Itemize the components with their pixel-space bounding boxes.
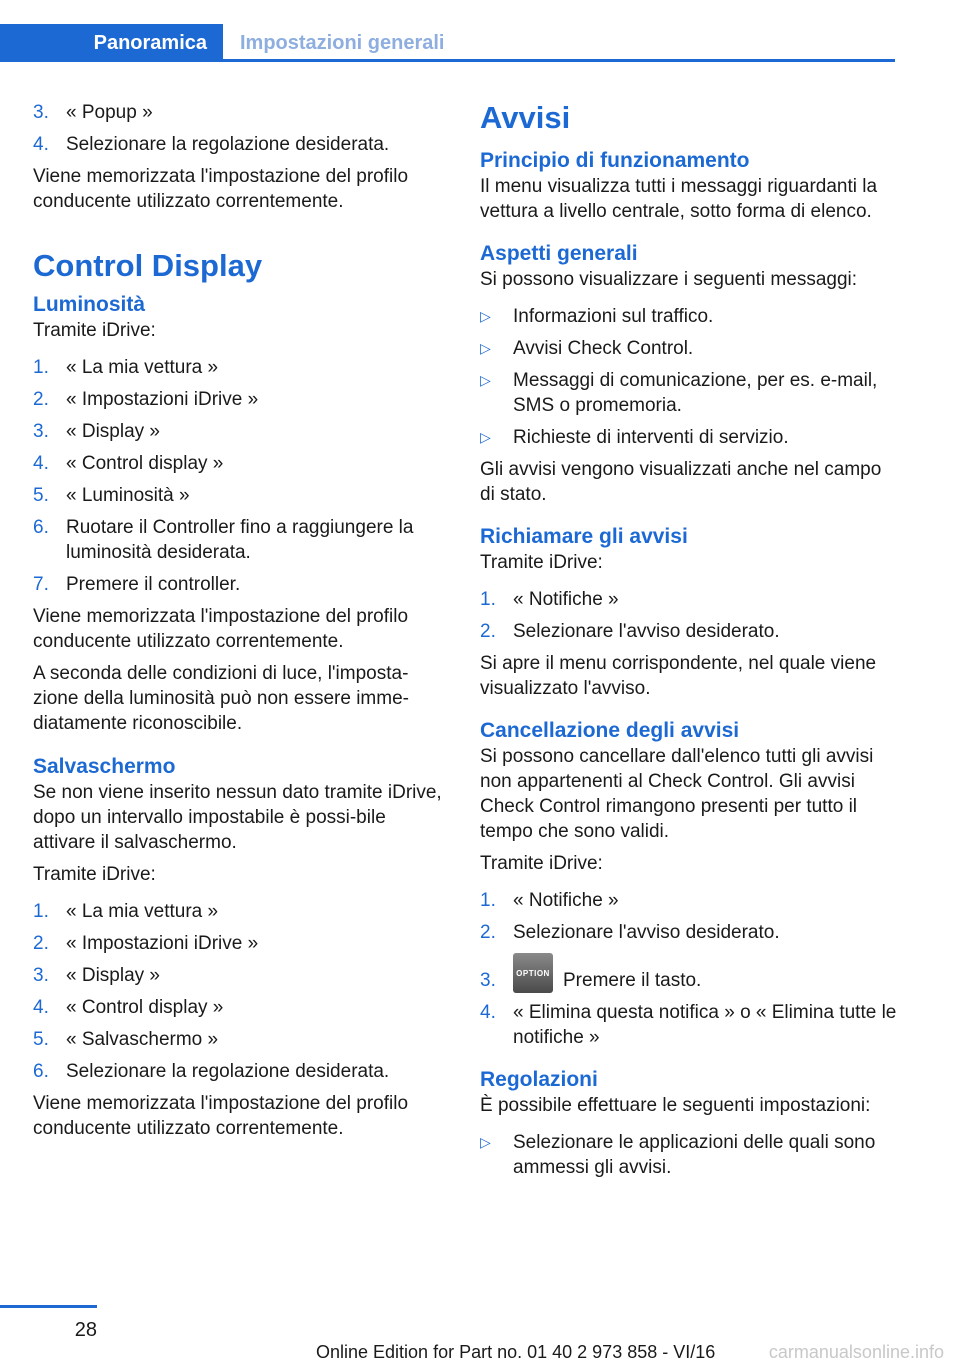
general-bullets <box>480 304 900 450</box>
recall-note: Si apre il menu corrispondente, nel quale viene visualizzato l'avviso. <box>480 653 877 699</box>
list-item <box>33 995 443 1020</box>
option-button-icon: OPTION <box>513 953 553 993</box>
recall-lead: Tramite iDrive: <box>480 552 603 573</box>
screensaver-intro: Se non viene inserito nessun dato tramite iDrive, dopo un intervallo impostabile è possi‐bile attivare il salvaschermo. <box>33 782 442 853</box>
bullet-text: Selezionare le applicazioni delle quali sono ammessi gli avvisi. <box>513 1132 876 1178</box>
step-text: « Popup » <box>66 102 153 123</box>
option-step-label: Premere il tasto. <box>563 970 702 991</box>
general-lead: Si possono visualizzare i seguenti messaggi: <box>480 269 858 290</box>
intro-note: Viene memorizzata l'impostazione del profilo conducente utilizzato correntemente. <box>33 166 409 212</box>
brightness-note-light: A seconda delle condizioni di luce, l'imposta‐zione della luminosità può non essere imme‐diatamente riconoscibile. <box>33 663 409 734</box>
list-item <box>33 451 443 476</box>
step-text: « Control display » <box>66 997 224 1018</box>
step-text: « Control display » <box>66 453 224 474</box>
step-text: Selezionare la regolazione desiderata. <box>66 134 390 155</box>
list-item <box>33 1027 443 1052</box>
step-number: 2. <box>480 621 496 642</box>
step-number: 2. <box>33 933 49 954</box>
triangle-bullet-icon: ▷ <box>480 308 491 324</box>
step-number: 4. <box>33 134 49 155</box>
list-item <box>33 899 443 924</box>
page-header <box>0 24 895 62</box>
left-column <box>33 100 443 1148</box>
section-title-aspetti-generali: Aspetti generali <box>480 242 638 265</box>
step-number: 5. <box>33 1029 49 1050</box>
step-text: « La mia vettura » <box>66 901 219 922</box>
step-number: 1. <box>33 357 49 378</box>
list-item <box>33 132 443 157</box>
step-number: 7. <box>33 574 49 595</box>
list-item <box>33 931 443 956</box>
section-title-cancellazione: Cancellazione degli avvisi <box>480 719 740 742</box>
triangle-bullet-icon: ▷ <box>480 340 491 356</box>
step-text: Selezionare l'avviso desiderato. <box>513 621 780 642</box>
brightness-steps <box>33 355 443 597</box>
step-number: 6. <box>33 1061 49 1082</box>
list-item <box>480 304 900 329</box>
step-text: « La mia vettura » <box>66 357 219 378</box>
step-text: « Display » <box>66 421 160 442</box>
settings-bullets <box>480 1130 900 1180</box>
recall-steps <box>480 587 900 644</box>
triangle-bullet-icon: ▷ <box>480 1134 491 1150</box>
step-number: 2. <box>480 922 496 943</box>
settings-lead: È possibile effettuare le seguenti impostazioni: <box>480 1095 871 1116</box>
screensaver-steps <box>33 899 443 1084</box>
bullet-text: Richieste di interventi di servizio. <box>513 427 789 448</box>
list-item <box>480 888 900 913</box>
list-item <box>480 587 900 612</box>
general-note: Gli avvisi vengono visualizzati anche nel campo di stato. <box>480 459 882 505</box>
list-item <box>480 336 900 361</box>
list-item <box>480 920 900 945</box>
list-item <box>33 419 443 444</box>
step-text: Premere il controller. <box>66 574 241 595</box>
section-title-salvaschermo: Salvaschermo <box>33 755 176 778</box>
section-title-regolazioni: Regolazioni <box>480 1068 598 1091</box>
list-item <box>33 963 443 988</box>
screensaver-lead: Tramite iDrive: <box>33 864 156 885</box>
step-number: 3. <box>33 421 49 442</box>
screensaver-note: Viene memorizzata l'impostazione del profilo conducente utilizzato correntemente. <box>33 1093 409 1139</box>
bullet-text: Messaggi di comunicazione, per es. e-mail, SMS o promemoria. <box>513 370 878 416</box>
step-text: « Salvaschermo » <box>66 1029 219 1050</box>
list-item <box>480 1130 900 1180</box>
step-text: « Elimina questa notifica » o « Elimina tutte le notifiche » <box>513 1002 897 1048</box>
delete-lead: Tramite iDrive: <box>480 853 603 874</box>
step-number: 5. <box>33 485 49 506</box>
list-item <box>33 483 443 508</box>
step-text: « Impostazioni iDrive » <box>66 389 259 410</box>
step-number: 2. <box>33 389 49 410</box>
page-number: 28 <box>74 1319 97 1341</box>
list-item <box>33 515 443 565</box>
section-title-richiamare: Richiamare gli avvisi <box>480 525 688 548</box>
intro-steps <box>33 100 443 157</box>
watermark: carmanualsonline.info <box>768 1342 944 1362</box>
chapter-title-avvisi: Avvisi <box>480 100 571 135</box>
section-tab-impostazioni-generali[interactable]: Impostazioni generali <box>240 31 445 54</box>
section-title-principio: Principio di funzionamento <box>480 149 750 172</box>
delete-intro: Si possono cancellare dall'elenco tutti gli avvisi non appartenenti al Check Control. Gli avvisi Check Control rimangono presenti per tutto il tempo che sono validi. <box>480 746 874 842</box>
brightness-lead: Tramite iDrive: <box>33 320 156 341</box>
step-number: 3. <box>33 102 49 123</box>
step-text: Selezionare l'avviso desiderato. <box>513 922 780 943</box>
list-item <box>480 619 900 644</box>
section-title-luminosita: Luminosità <box>33 293 146 316</box>
list-item <box>33 387 443 412</box>
triangle-bullet-icon: ▷ <box>480 429 491 445</box>
step-text: « Notifiche » <box>513 890 619 911</box>
step-number: 1. <box>480 589 496 610</box>
step-number: 4. <box>33 997 49 1018</box>
bullet-text: Informazioni sul traffico. <box>513 306 714 327</box>
step-text: « Notifiche » <box>513 589 619 610</box>
footer-rule <box>0 1305 97 1308</box>
bullet-text: Avvisi Check Control. <box>513 338 694 359</box>
list-item <box>480 1000 900 1050</box>
step-text: « Luminosità » <box>66 485 190 506</box>
step-number: 1. <box>33 901 49 922</box>
step-text: Ruotare il Controller fino a raggiungere la luminosità desiderata. <box>66 517 414 563</box>
right-column <box>480 100 900 1187</box>
step-text <box>513 953 900 993</box>
step-text: « Impostazioni iDrive » <box>66 933 259 954</box>
edition-note: Online Edition for Part no. 01 40 2 973 858 - VI/16 <box>316 1342 716 1362</box>
list-item <box>480 368 900 418</box>
delete-steps <box>480 888 900 1050</box>
list-item <box>33 355 443 380</box>
list-item <box>33 100 443 125</box>
list-item <box>480 425 900 450</box>
step-number: 3. <box>480 970 496 991</box>
step-number: 1. <box>480 890 496 911</box>
triangle-bullet-icon: ▷ <box>480 372 491 388</box>
step-text: « Display » <box>66 965 160 986</box>
brightness-note-profile: Viene memorizzata l'impostazione del profilo conducente utilizzato correntemente. <box>33 606 409 652</box>
list-item <box>33 1059 443 1084</box>
section-tab-panoramica[interactable]: Panoramica <box>0 24 223 62</box>
list-item <box>33 572 443 597</box>
header-rule <box>0 59 895 62</box>
step-text: Selezionare la regolazione desiderata. <box>66 1061 390 1082</box>
step-number: 6. <box>33 517 49 538</box>
list-item <box>480 953 900 993</box>
step-number: 4. <box>33 453 49 474</box>
chapter-title-control-display: Control Display <box>33 248 263 283</box>
principle-text: Il menu visualizza tutti i messaggi riguardanti la vettura a livello centrale, sotto forma di elenco. <box>480 176 878 222</box>
step-number: 3. <box>33 965 49 986</box>
step-number: 4. <box>480 1002 496 1023</box>
